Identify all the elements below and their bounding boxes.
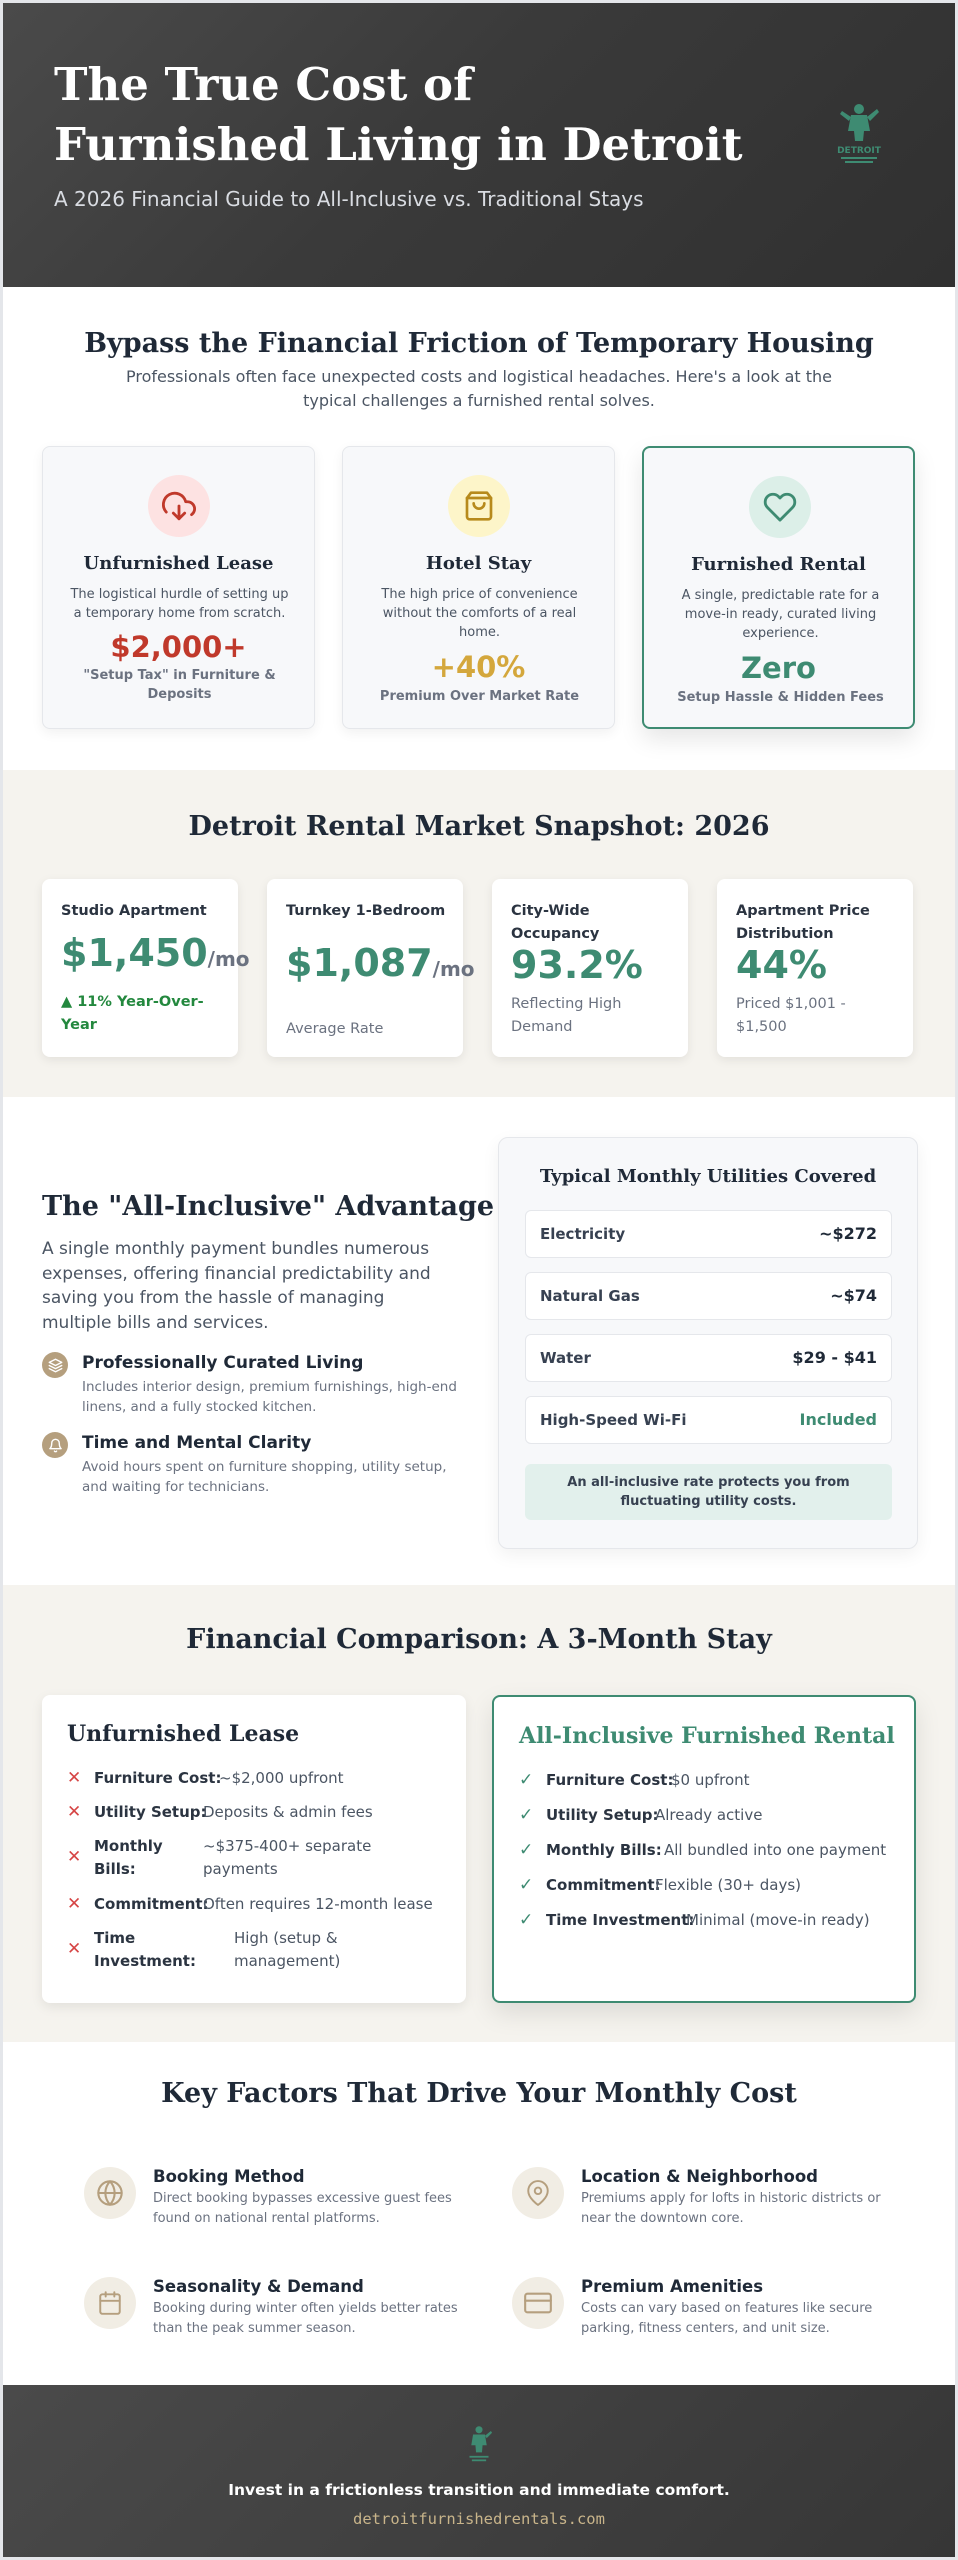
footer	[3, 2385, 955, 2557]
friction-section-description: Professionals often face unexpected costs and logistical headaches. Here's a look at the typical challenges a furnished rental solves.	[125, 367, 832, 410]
row-value: Minimal (move-in ready)	[686, 1911, 870, 1929]
feature-title: Professionally Curated Living	[82, 1353, 364, 1373]
row-value: ~$375-400+ separate payments	[203, 1837, 372, 1878]
friction-card-furnished	[642, 446, 915, 729]
shopping-bag-icon	[448, 475, 510, 537]
row-key: Furniture Cost:	[94, 1769, 222, 1787]
x-icon: ✕	[67, 1894, 82, 1914]
comparison-section-title: Financial Comparison: A 3-Month Stay	[186, 1624, 772, 1655]
row-value: ~$2,000 upfront	[219, 1769, 344, 1787]
card-value: Zero	[741, 651, 816, 685]
utility-name: High-Speed Wi-Fi	[540, 1411, 687, 1429]
advantage-title: The "All-Inclusive" Advantage	[42, 1191, 495, 1222]
market-card-one-bedroom	[267, 879, 475, 1057]
factor-description: Booking during winter often yields better rates than the peak summer season.	[153, 2301, 458, 2336]
utility-row-wifi	[525, 1396, 892, 1444]
footer-tagline: Invest in a frictionless transition and immediate comfort.	[228, 2481, 730, 2499]
factor-amenities	[512, 2275, 902, 2335]
factor-location	[512, 2165, 902, 2225]
page-title	[54, 55, 754, 175]
row-key: Monthly Bills:	[546, 1841, 662, 1859]
row-key: Time Investment:	[94, 1929, 196, 1970]
factor-description: Premiums apply for lofts in historic districts or near the downtown core.	[581, 2191, 881, 2226]
utility-name: Water	[540, 1349, 591, 1367]
hero-banner	[3, 3, 955, 287]
factor-description: Costs can vary based on features like secure parking, fitness centers, and unit size.	[581, 2301, 873, 2336]
x-icon: ✕	[67, 1939, 82, 1959]
row-key: Utility Setup:	[546, 1806, 659, 1824]
comparison-row	[67, 1835, 447, 1881]
detroit-logo-icon	[833, 101, 885, 165]
row-key: Commitment:	[546, 1876, 661, 1894]
market-card-label: Turnkey 1-Bedroom	[286, 903, 446, 919]
market-card-trend: ▲ 11% Year-Over-Year	[61, 994, 204, 1033]
card-note: Premium Over Market Rate	[379, 689, 580, 704]
market-card-value: $1,450/mo	[61, 931, 250, 975]
calendar-icon	[84, 2277, 136, 2329]
comparison-card-title: All-Inclusive Furnished Rental	[519, 1723, 895, 1749]
row-value: Deposits & admin fees	[203, 1803, 373, 1821]
x-icon: ✕	[67, 1847, 82, 1867]
card-note: "Setup Tax" in Furniture & Deposits	[83, 668, 276, 702]
utility-row-gas	[525, 1272, 892, 1320]
utilities-note: An all-inclusive rate protects you from fluctuating utility costs.	[525, 1464, 892, 1520]
market-card-value: 93.2%	[511, 943, 643, 987]
utility-name: Electricity	[540, 1225, 626, 1243]
market-card-label: Apartment Price Distribution	[736, 903, 870, 942]
comparison-row	[67, 1927, 447, 1973]
friction-card-hotel	[342, 446, 615, 729]
svg-text:DETROIT: DETROIT	[837, 146, 881, 156]
market-card-label: City-Wide Occupancy	[511, 903, 600, 942]
feature-description: Includes interior design, premium furnishings, high-end linens, and a fully stocked kitchen.	[82, 1379, 457, 1415]
credit-card-icon	[512, 2277, 564, 2329]
bell-icon	[42, 1432, 68, 1458]
card-title: Unfurnished Lease	[83, 553, 274, 574]
heart-icon	[749, 476, 811, 538]
factor-title: Seasonality & Demand	[153, 2277, 364, 2296]
title-line-2: Furnished Living in Detroit	[54, 118, 743, 171]
factors-section-title: Key Factors That Drive Your Monthly Cost	[161, 2078, 797, 2109]
card-value: +40%	[431, 650, 526, 684]
row-key: Utility Setup:	[94, 1803, 207, 1821]
market-card-studio	[42, 879, 250, 1057]
market-card-occupancy	[492, 879, 688, 1057]
utilities-panel	[498, 1137, 918, 1549]
row-value: All bundled into one payment	[664, 1841, 887, 1859]
market-card-sub: Reflecting High Demand	[511, 996, 622, 1035]
card-value: $2,000+	[110, 630, 247, 664]
market-card-sub: Priced $1,001 - $1,500	[736, 996, 846, 1035]
friction-card-unfurnished	[42, 446, 315, 729]
market-section-title: Detroit Rental Market Snapshot: 2026	[188, 811, 770, 842]
row-key: Commitment:	[94, 1895, 209, 1913]
utility-row-water	[525, 1334, 892, 1382]
card-description: The logistical hurdle of setting up a temporary home from scratch.	[70, 587, 289, 621]
card-title: Furnished Rental	[691, 554, 866, 575]
card-description: The high price of convenience without the comforts of a real home.	[381, 587, 578, 640]
download-cloud-icon	[148, 475, 210, 537]
check-icon: ✓	[519, 1770, 534, 1790]
factor-title: Location & Neighborhood	[581, 2167, 818, 2186]
utility-value: $29 - $41	[792, 1348, 877, 1367]
market-card-value: $1,087/mo	[286, 941, 475, 985]
x-icon: ✕	[67, 1802, 82, 1822]
x-icon: ✕	[67, 1768, 82, 1788]
market-card-label: Studio Apartment	[61, 903, 207, 919]
friction-section-title: Bypass the Financial Friction of Temporary Housing	[84, 328, 874, 359]
utility-value: ~$272	[819, 1224, 877, 1243]
card-title: Hotel Stay	[425, 553, 532, 574]
row-key: Time Investment:	[546, 1911, 695, 1929]
comparison-card-title: Unfurnished Lease	[67, 1721, 300, 1747]
infographic-page	[3, 3, 955, 2557]
card-description: A single, predictable rate for a move-in ready, curated living experience.	[681, 588, 880, 641]
card-note: Setup Hassle & Hidden Fees	[677, 690, 884, 705]
map-pin-icon	[512, 2167, 564, 2219]
factor-description: Direct booking bypasses excessive guest fees found on national rental platforms.	[153, 2191, 452, 2226]
utility-value: ~$74	[830, 1286, 877, 1305]
row-value: Often requires 12-month lease	[203, 1895, 433, 1913]
check-icon: ✓	[519, 1910, 534, 1930]
title-line-1: The True Cost of	[54, 58, 473, 111]
row-key: Monthly Bills:	[94, 1837, 163, 1878]
utilities-title: Typical Monthly Utilities Covered	[539, 1166, 877, 1187]
utility-row-electricity	[525, 1210, 892, 1258]
feature-title: Time and Mental Clarity	[82, 1433, 312, 1453]
comparison-card-unfurnished	[42, 1695, 466, 2003]
market-card-distribution	[717, 879, 913, 1057]
comparison-card-furnished	[492, 1695, 916, 2003]
row-value: Flexible (30+ days)	[655, 1876, 802, 1894]
market-card-value: 44%	[736, 943, 827, 987]
row-key: Furniture Cost:	[546, 1771, 674, 1789]
advantage-description: A single monthly payment bundles numerous expenses, offering financial predictability and saving you from the hassle of managing multiple bills and services.	[42, 1239, 431, 1333]
factor-title: Booking Method	[153, 2167, 305, 2186]
row-value: High (setup & management)	[234, 1929, 341, 1970]
footer-website-link[interactable]: detroitfurnishedrentals.com	[353, 2510, 605, 2528]
row-value: Already active	[655, 1806, 763, 1824]
detroit-logo-small-icon	[463, 2425, 495, 2463]
check-icon: ✓	[519, 1875, 534, 1895]
factor-seasonality	[84, 2275, 474, 2335]
page-subtitle: A 2026 Financial Guide to All-Inclusive vs. Traditional Stays	[54, 187, 644, 211]
market-card-sub: Average Rate	[286, 1021, 384, 1037]
factor-title: Premium Amenities	[581, 2277, 764, 2296]
feature-description: Avoid hours spent on furniture shopping, utility setup, and waiting for technicians.	[82, 1459, 447, 1495]
check-icon: ✓	[519, 1805, 534, 1825]
check-icon: ✓	[519, 1840, 534, 1860]
layers-icon	[42, 1352, 68, 1378]
row-value: $0 upfront	[671, 1771, 750, 1789]
utility-value: Included	[799, 1410, 877, 1429]
factor-booking-method	[84, 2165, 474, 2225]
globe-icon	[84, 2167, 136, 2219]
utility-name: Natural Gas	[540, 1287, 640, 1305]
